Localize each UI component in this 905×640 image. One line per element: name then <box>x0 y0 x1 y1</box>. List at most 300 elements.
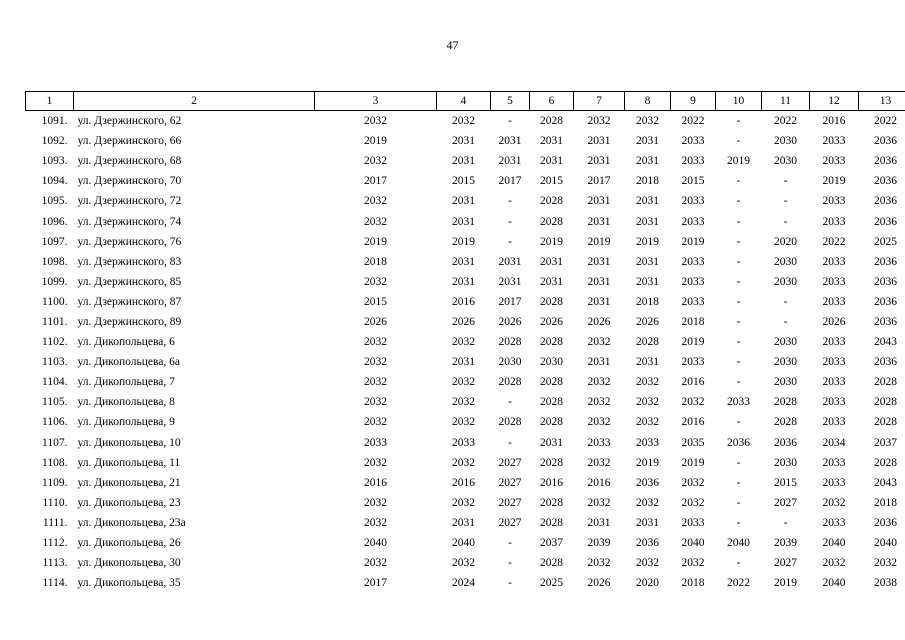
row-number-cell: 1105. <box>42 396 68 409</box>
year-cell: 2032 <box>452 376 475 389</box>
address-cell: ул. Дикопольцева, 23а <box>77 516 186 529</box>
year-cell: 2032 <box>636 376 659 389</box>
year-cell: 2018 <box>636 175 659 188</box>
row-number-cell: 1095. <box>41 195 68 208</box>
year-cell: 2032 <box>636 396 659 409</box>
year-cell: 2016 <box>822 115 846 128</box>
year-cell: 2030 <box>540 356 563 369</box>
row-number-cell: 1096. <box>41 215 68 228</box>
year-cell: 2032 <box>681 496 705 509</box>
year-cell: 2031 <box>636 155 659 168</box>
year-cell: 2033 <box>822 255 846 268</box>
year-cell: 2030 <box>774 356 797 369</box>
row-number-cell: 1100. <box>42 295 68 308</box>
year-cell: 2032 <box>364 396 387 409</box>
year-cell: 2031 <box>498 135 522 148</box>
year-cell: 2032 <box>364 557 387 570</box>
year-cell: 2018 <box>681 315 705 328</box>
year-cell: 2033 <box>822 275 846 288</box>
year-cell: 2017 <box>364 175 387 188</box>
year-cell: 2030 <box>774 275 797 288</box>
year-cell: 2028 <box>874 396 897 409</box>
column-header: 11 <box>762 92 810 111</box>
year-cell: 2032 <box>681 557 705 570</box>
year-cell: 2016 <box>681 376 705 389</box>
year-cell: - <box>736 215 741 228</box>
year-cell: 2018 <box>636 295 659 308</box>
address-cell: ул. Дикопольцева, 30 <box>77 557 181 570</box>
year-cell: 2031 <box>452 135 475 148</box>
year-cell: 2043 <box>874 476 897 489</box>
year-cell: 2031 <box>636 195 659 208</box>
year-cell: - <box>736 275 741 288</box>
table-row <box>26 111 905 132</box>
year-cell: 2031 <box>636 356 659 369</box>
year-cell: 2015 <box>681 175 705 188</box>
year-cell: - <box>736 115 741 128</box>
table-row <box>26 151 905 171</box>
year-cell: - <box>736 235 741 248</box>
year-cell: 2028 <box>540 557 563 570</box>
year-cell: 2031 <box>540 255 563 268</box>
year-cell: - <box>736 315 741 328</box>
table-row <box>26 352 905 372</box>
year-cell: 2017 <box>498 295 522 308</box>
year-cell: 2032 <box>364 336 387 349</box>
year-cell: 2028 <box>540 496 563 509</box>
year-cell: 2040 <box>681 537 705 550</box>
year-cell: 2031 <box>452 155 475 168</box>
year-cell: 2016 <box>452 476 475 489</box>
year-cell: 2032 <box>364 516 387 529</box>
year-cell: 2033 <box>681 275 705 288</box>
year-cell: 2028 <box>540 336 563 349</box>
year-cell: 2033 <box>636 436 659 449</box>
year-cell: 2028 <box>874 376 897 389</box>
year-cell: 2030 <box>774 336 797 349</box>
column-header: 8 <box>625 92 671 111</box>
year-cell: 2019 <box>364 235 387 248</box>
year-cell: - <box>736 295 741 308</box>
year-cell: 2026 <box>587 577 611 590</box>
year-cell: 2032 <box>587 496 611 509</box>
year-cell: 2019 <box>681 336 705 349</box>
table-row <box>26 433 905 453</box>
year-cell: 2030 <box>498 356 522 369</box>
address-cell: ул. Дикопольцева, 35 <box>77 577 181 590</box>
address-cell: ул. Дзержинского, 85 <box>77 275 182 288</box>
address-cell: ул. Дикопольцева, 6 <box>77 336 175 349</box>
year-cell: 2030 <box>774 255 797 268</box>
year-cell: 2028 <box>540 516 563 529</box>
year-cell: 2031 <box>452 215 475 228</box>
year-cell: 2028 <box>636 336 659 349</box>
year-cell: - <box>736 255 741 268</box>
column-header: 1 <box>26 92 74 111</box>
table-row <box>26 252 905 272</box>
year-cell: 2032 <box>587 396 611 409</box>
year-cell: 2032 <box>452 396 475 409</box>
year-cell: - <box>508 577 512 590</box>
year-cell: 2033 <box>681 215 705 228</box>
row-number-cell: 1106. <box>42 416 68 429</box>
year-cell: 2026 <box>498 315 522 328</box>
year-cell: 2026 <box>452 315 475 328</box>
table-row <box>26 312 905 332</box>
year-cell: 2028 <box>540 456 563 469</box>
year-cell: 2032 <box>636 416 659 429</box>
year-cell: 2018 <box>681 577 705 590</box>
row-number-cell: 1094. <box>41 175 68 188</box>
row-number-cell: 1112. <box>42 537 68 550</box>
year-cell: 2033 <box>822 295 846 308</box>
year-cell: 2036 <box>636 476 659 489</box>
address-cell: ул. Дикопольцева, 11 <box>77 456 181 469</box>
table-header-row <box>26 92 905 111</box>
year-cell: 2027 <box>498 516 522 529</box>
table-row <box>26 513 905 533</box>
year-cell: 2033 <box>822 215 846 228</box>
year-cell: 2032 <box>364 115 387 128</box>
year-cell: 2024 <box>452 577 475 590</box>
year-cell: 2028 <box>540 416 563 429</box>
year-cell: 2019 <box>727 155 750 168</box>
column-header: 7 <box>574 92 625 111</box>
year-cell: 2031 <box>636 135 659 148</box>
year-cell: 2036 <box>774 436 797 449</box>
year-cell: 2028 <box>540 396 563 409</box>
year-cell: 2032 <box>587 557 611 570</box>
year-cell: 2031 <box>452 255 475 268</box>
row-number-cell: 1101. <box>42 315 68 328</box>
year-cell: 2032 <box>874 557 897 570</box>
table-row <box>26 392 905 412</box>
year-cell: 2033 <box>681 255 705 268</box>
year-cell: - <box>736 416 741 429</box>
year-cell: 2016 <box>364 476 387 489</box>
address-cell: ул. Дзержинского, 70 <box>77 175 182 188</box>
table-row <box>26 292 905 312</box>
year-cell: 2032 <box>364 496 387 509</box>
year-cell: 2036 <box>636 537 659 550</box>
row-number-cell: 1098. <box>41 255 68 268</box>
year-cell: 2040 <box>727 537 750 550</box>
year-cell: 2030 <box>774 456 797 469</box>
year-cell: 2033 <box>681 155 705 168</box>
year-cell: 2033 <box>822 416 846 429</box>
year-cell: 2033 <box>681 516 705 529</box>
year-cell: - <box>736 476 741 489</box>
year-cell: - <box>783 175 788 188</box>
year-cell: 2032 <box>822 496 846 509</box>
year-cell: 2032 <box>587 376 611 389</box>
year-cell: 2031 <box>636 255 659 268</box>
year-cell: 2032 <box>587 115 611 128</box>
column-header: 5 <box>491 92 530 111</box>
year-cell: 2032 <box>452 496 475 509</box>
year-cell: 2018 <box>364 255 387 268</box>
year-cell: 2016 <box>587 476 611 489</box>
year-cell: 2019 <box>681 235 705 248</box>
year-cell: 2020 <box>636 577 659 590</box>
year-cell: 2031 <box>587 295 611 308</box>
year-cell: 2028 <box>498 416 522 429</box>
column-header: 3 <box>315 92 437 111</box>
year-cell: 2033 <box>822 516 846 529</box>
address-cell: ул. Дикопольцева, 26 <box>77 537 181 550</box>
row-number-cell: 1097. <box>41 235 68 248</box>
column-header: 2 <box>74 92 315 111</box>
row-number-cell: 1109. <box>42 476 68 489</box>
table-row <box>26 553 905 573</box>
address-cell: ул. Дзержинского, 74 <box>77 215 182 228</box>
year-cell: 2019 <box>774 577 797 590</box>
year-cell: 2016 <box>452 295 475 308</box>
year-cell: 2026 <box>587 315 611 328</box>
year-cell: 2036 <box>874 275 897 288</box>
year-cell: 2032 <box>364 356 387 369</box>
year-cell: 2028 <box>540 376 563 389</box>
year-cell: 2043 <box>874 336 897 349</box>
year-cell: 2031 <box>540 436 563 449</box>
year-cell: 2031 <box>636 516 659 529</box>
year-cell: 2022 <box>822 235 846 248</box>
year-cell: 2031 <box>540 155 563 168</box>
year-cell: 2031 <box>587 275 611 288</box>
year-cell: - <box>736 195 741 208</box>
year-cell: - <box>508 537 512 550</box>
year-cell: 2018 <box>874 496 897 509</box>
year-cell: 2033 <box>822 476 846 489</box>
year-cell: 2032 <box>364 155 387 168</box>
year-cell: 2019 <box>681 456 705 469</box>
address-cell: ул. Дикопольцева, 21 <box>77 476 181 489</box>
year-cell: 2036 <box>874 135 897 148</box>
year-cell: 2015 <box>774 476 797 489</box>
row-number-cell: 1091. <box>41 115 68 128</box>
year-cell: 2032 <box>364 416 387 429</box>
year-cell: 2040 <box>452 537 475 550</box>
year-cell: 2032 <box>822 557 846 570</box>
year-cell: 2033 <box>822 155 846 168</box>
year-cell: - <box>508 195 512 208</box>
year-cell: 2040 <box>874 537 897 550</box>
year-cell: 2031 <box>452 195 475 208</box>
year-cell: 2017 <box>364 577 387 590</box>
year-cell: 2032 <box>636 557 659 570</box>
year-cell: 2032 <box>452 336 475 349</box>
row-number-cell: 1092. <box>41 135 68 148</box>
year-cell: - <box>736 376 741 389</box>
row-number-cell: 1103. <box>42 356 68 369</box>
table-row <box>26 191 905 211</box>
table-row <box>26 473 905 493</box>
address-cell: ул. Дзержинского, 62 <box>77 115 182 128</box>
year-cell: 2032 <box>636 115 659 128</box>
year-cell: 2019 <box>822 175 846 188</box>
year-cell: 2031 <box>587 195 611 208</box>
year-cell: 2031 <box>636 215 659 228</box>
year-cell: 2033 <box>822 356 846 369</box>
year-cell: 2025 <box>540 577 563 590</box>
column-header: 4 <box>437 92 491 111</box>
year-cell: 2031 <box>540 275 563 288</box>
year-cell: 2025 <box>874 235 897 248</box>
year-cell: - <box>783 295 788 308</box>
year-cell: 2031 <box>498 255 522 268</box>
year-cell: 2022 <box>774 115 797 128</box>
year-cell: 2031 <box>587 155 611 168</box>
year-cell: 2028 <box>540 215 563 228</box>
table-row <box>26 453 905 473</box>
year-cell: 2039 <box>774 537 797 550</box>
row-number-cell: 1102. <box>42 336 68 349</box>
year-cell: - <box>508 396 512 409</box>
table-row <box>26 211 905 231</box>
year-cell: 2026 <box>822 315 846 328</box>
year-cell: - <box>508 557 512 570</box>
year-cell: - <box>736 516 741 529</box>
year-cell: - <box>783 516 788 529</box>
year-cell: - <box>736 496 741 509</box>
year-cell: 2017 <box>587 175 611 188</box>
year-cell: - <box>736 175 741 188</box>
year-cell: 2033 <box>822 456 846 469</box>
address-cell: ул. Дзержинского, 66 <box>77 135 182 148</box>
year-cell: 2032 <box>587 416 611 429</box>
year-cell: 2040 <box>822 537 846 550</box>
year-cell: 2016 <box>681 416 705 429</box>
year-cell: - <box>508 215 512 228</box>
year-cell: 2033 <box>681 356 705 369</box>
year-cell: 2022 <box>727 577 750 590</box>
year-cell: 2015 <box>540 175 563 188</box>
year-cell: 2036 <box>874 315 897 328</box>
address-cell: ул. Дзержинского, 83 <box>77 255 182 268</box>
year-cell: 2033 <box>364 436 387 449</box>
table-row <box>26 131 905 151</box>
row-number-cell: 1108. <box>42 456 68 469</box>
table-row <box>26 332 905 352</box>
year-cell: 2033 <box>822 336 846 349</box>
year-cell: 2032 <box>681 476 705 489</box>
table-row <box>26 533 905 553</box>
address-cell: ул. Дзержинского, 89 <box>77 315 182 328</box>
year-cell: - <box>508 115 512 128</box>
year-cell: 2037 <box>540 537 563 550</box>
address-cell: ул. Дикопольцева, 23 <box>77 496 181 509</box>
year-cell: 2028 <box>540 295 563 308</box>
year-cell: 2033 <box>822 195 846 208</box>
year-cell: - <box>783 215 788 228</box>
year-cell: 2036 <box>874 255 897 268</box>
table-row <box>26 493 905 513</box>
year-cell: 2026 <box>540 315 563 328</box>
year-cell: 2035 <box>681 436 705 449</box>
address-cell: ул. Дзержинского, 72 <box>77 195 182 208</box>
table-row <box>26 412 905 432</box>
year-cell: 2032 <box>452 557 475 570</box>
table-row <box>26 573 905 593</box>
column-header: 6 <box>530 92 574 111</box>
year-cell: 2031 <box>587 255 611 268</box>
table-row <box>26 272 905 292</box>
year-cell: 2031 <box>587 356 611 369</box>
year-cell: 2031 <box>498 155 522 168</box>
year-cell: 2028 <box>540 115 563 128</box>
year-cell: 2028 <box>498 376 522 389</box>
year-cell: 2028 <box>774 396 797 409</box>
year-cell: 2040 <box>364 537 387 550</box>
address-cell: ул. Дикопольцева, 9 <box>77 416 175 429</box>
year-cell: 2020 <box>774 235 797 248</box>
year-cell: 2036 <box>874 155 897 168</box>
address-cell: ул. Дзержинского, 68 <box>77 155 182 168</box>
year-cell: 2037 <box>874 436 897 449</box>
year-cell: 2027 <box>774 557 797 570</box>
year-cell: 2039 <box>587 537 611 550</box>
year-cell: 2033 <box>822 396 846 409</box>
year-cell: 2036 <box>727 436 750 449</box>
year-cell: 2031 <box>587 135 611 148</box>
year-cell: - <box>736 336 741 349</box>
year-cell: 2019 <box>364 135 387 148</box>
year-cell: 2028 <box>774 416 797 429</box>
year-cell: 2036 <box>874 516 897 529</box>
row-number-cell: 1107. <box>42 436 68 449</box>
table-row <box>26 232 905 252</box>
year-cell: 2033 <box>452 436 475 449</box>
year-cell: 2036 <box>874 195 897 208</box>
year-cell: 2034 <box>822 436 846 449</box>
year-cell: 2032 <box>587 456 611 469</box>
year-cell: 2036 <box>874 295 897 308</box>
column-header: 13 <box>859 92 905 111</box>
year-cell: 2033 <box>681 135 705 148</box>
year-cell: 2027 <box>774 496 797 509</box>
year-cell: 2032 <box>364 215 387 228</box>
year-cell: 2036 <box>874 215 897 228</box>
year-cell: 2033 <box>681 295 705 308</box>
year-cell: 2036 <box>874 356 897 369</box>
column-header: 12 <box>810 92 859 111</box>
year-cell: 2026 <box>364 315 387 328</box>
year-cell: 2022 <box>681 115 705 128</box>
row-number-cell: 1099. <box>41 275 68 288</box>
year-cell: 2028 <box>874 456 897 469</box>
table-row <box>26 171 905 191</box>
year-cell: 2036 <box>874 175 897 188</box>
year-cell: 2032 <box>587 336 611 349</box>
year-cell: - <box>508 436 512 449</box>
year-cell: 2028 <box>874 416 897 429</box>
year-cell: 2032 <box>452 115 475 128</box>
year-cell: 2030 <box>774 376 797 389</box>
year-cell: 2031 <box>587 516 611 529</box>
address-cell: ул. Дзержинского, 76 <box>77 235 182 248</box>
page-number: 47 <box>446 38 459 52</box>
row-number-cell: 1104. <box>42 376 68 389</box>
year-cell: 2040 <box>822 577 846 590</box>
year-cell: - <box>736 557 741 570</box>
column-header: 10 <box>716 92 762 111</box>
year-cell: 2028 <box>540 195 563 208</box>
row-number-cell: 1113. <box>42 557 68 570</box>
address-cell: ул. Дикопольцева, 7 <box>77 376 175 389</box>
row-number-cell: 1114. <box>42 577 68 590</box>
year-cell: 2017 <box>498 175 522 188</box>
table-row <box>26 372 905 392</box>
